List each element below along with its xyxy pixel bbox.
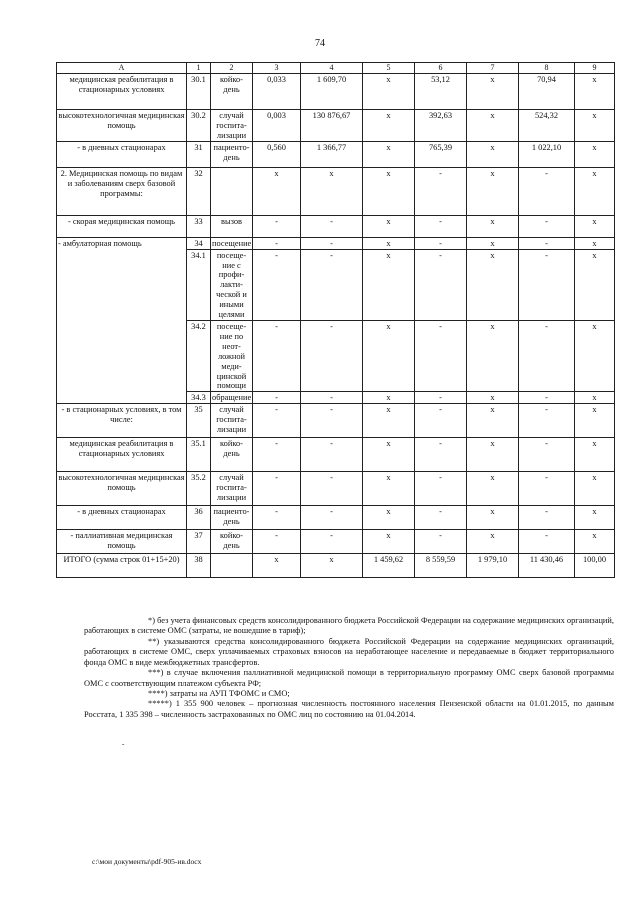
cell-c3: - [253,472,301,506]
cell-c5: х [363,167,415,215]
cell-c3: - [253,249,301,320]
cell-num: 30.2 [187,110,211,142]
cell-c6: - [415,215,467,237]
table-row [57,392,615,404]
cell-c3: - [253,530,301,554]
cell-c5: х [363,249,415,320]
footnote: **) указываются средства консолидированного бюджета Российской Федерации на содержание медицинских организаций, работающих в системе ОМС, сверх уплачиваемых страховых взносов на неработающее население и передаваемые в бюджет территориального фонда ОМС в виде межбюджетных трансфертов. [84,636,614,667]
cell-num: 32 [187,167,211,215]
footnote: *) без учета финансовых средств консолидированного бюджета Российской Федерации на содержание медицинских организаций, работающих в системе ОМС (затраты, не вошедшие в тариф); [84,616,614,636]
cell-c4: - [301,438,363,472]
cell-c3: - [253,215,301,237]
cell-c7: х [467,167,519,215]
cell-c6: - [415,404,467,438]
cell-c7: х [467,249,519,320]
cell-c8: - [519,506,575,530]
cell-name: высокотехнологичная медицинская помощь [57,472,187,506]
cell-c5: х [363,506,415,530]
cell-c7: х [467,110,519,142]
cell-c5: х [363,237,415,249]
cell-c4: - [301,237,363,249]
cell-c3: х [253,167,301,215]
cell-name: ИТОГО (сумма строк 01+15+20) [57,554,187,578]
cell-name: - в дневных стационарах [57,506,187,530]
cell-name: 2. Медицинская помощь по видам и заболеваниям сверх базовой программы: [57,167,187,215]
cell-c7: х [467,404,519,438]
cell-num: 35.1 [187,438,211,472]
cell-c6: - [415,472,467,506]
cell-c6: - [415,320,467,391]
cell-c3: - [253,237,301,249]
cell-c7: х [467,530,519,554]
cell-c6: - [415,237,467,249]
cell-c5: х [363,404,415,438]
cell-num: 34 [187,237,211,249]
cell-num: 30.1 [187,74,211,110]
cell-c8: - [519,249,575,320]
header-cell: А [57,63,187,74]
cell-c4: - [301,320,363,391]
table-row [57,167,615,215]
cell-c7: 1 979,10 [467,554,519,578]
header-cell: 3 [253,63,301,74]
cell-c6: - [415,392,467,404]
table-row [57,110,615,142]
cell-c4: - [301,249,363,320]
cell-name: - в стационарных условиях, в том числе: [57,404,187,438]
cell-c6: - [415,506,467,530]
cell-c4: х [301,167,363,215]
cell-unit: койко-день [211,530,253,554]
header-cell: 1 [187,63,211,74]
table-row [57,506,615,530]
cell-c9: х [575,404,615,438]
cell-c8: - [519,237,575,249]
cell-num: 34.3 [187,392,211,404]
cell-c4: - [301,392,363,404]
cell-unit: случай госпита-лизации [211,404,253,438]
cell-name [57,392,187,404]
table-row [57,320,615,391]
cell-c9: х [575,438,615,472]
header-cell: 7 [467,63,519,74]
cell-c4: х [301,554,363,578]
cell-c3: 0,033 [253,74,301,110]
cell-c4: 1 609,70 [301,74,363,110]
footnote: *****) 1 355 900 человек – прогнозная численность постоянного населения Пензенской области на 01.01.2015, по данным Росстата, 1 335 398 – численность застрахованных по ОМС лиц по состоянию на 01.04.2014. [84,699,614,719]
cell-name: медицинская реабилитация в стационарных условиях [57,74,187,110]
cell-c7: х [467,237,519,249]
cell-name [57,249,187,320]
cell-num: 34.1 [187,249,211,320]
cell-c4: - [301,215,363,237]
cell-num: 36 [187,506,211,530]
stray-mark: - [122,740,125,748]
cell-num: 35 [187,404,211,438]
cell-c6: - [415,530,467,554]
cell-c9: х [575,320,615,391]
cell-num: 35.2 [187,472,211,506]
cell-c5: х [363,110,415,142]
cell-unit: койко-день [211,74,253,110]
table-row [57,404,615,438]
cell-name: - амбулаторная помощь [57,237,187,249]
page-number: 74 [315,38,325,49]
header-cell: 6 [415,63,467,74]
cell-c4: - [301,530,363,554]
cell-c8: - [519,472,575,506]
table-row [57,554,615,578]
table-row [57,472,615,506]
cell-c5: х [363,530,415,554]
table-header-row [57,63,615,74]
table-row [57,215,615,237]
cell-c5: х [363,320,415,391]
cell-name: - в дневных стационарах [57,141,187,167]
table-row [57,141,615,167]
cell-c4: 130 876,67 [301,110,363,142]
cell-unit [211,167,253,215]
cell-c9: х [575,141,615,167]
table-row [57,249,615,320]
table-row [57,530,615,554]
cell-c6: 53,12 [415,74,467,110]
cell-c6: 8 559,59 [415,554,467,578]
cell-c9: х [575,530,615,554]
cell-c6: 765,39 [415,141,467,167]
cell-c7: х [467,141,519,167]
cell-c4: - [301,472,363,506]
cell-c5: 1 459,62 [363,554,415,578]
cell-unit: обращение [212,393,252,403]
cell-c8: - [519,320,575,391]
footer-file-path: c:\мои документы\pdf-905-ив.docx [92,857,202,866]
cell-c8: - [519,167,575,215]
cell-c9: х [575,249,615,320]
cell-c9: х [575,237,615,249]
cell-c8: 524,32 [519,110,575,142]
cell-c6: 392,63 [415,110,467,142]
footnote: ****) затраты на АУП ТФОМС и СМО; [148,688,290,698]
footnote: ***) в случае включения паллиативной медицинской помощи в территориальную программу ОМС сверх базовой программы ОМС с соответствующим платежом субъекта РФ; [84,668,614,688]
header-cell: 5 [363,63,415,74]
cell-num: 34.2 [187,320,211,391]
cell-unit [211,554,253,578]
cell-c6: - [415,167,467,215]
cell-c3: - [253,392,301,404]
cell-c8: - [519,438,575,472]
cell-name: медицинская реабилитация в стационарных условиях [57,438,187,472]
cell-unit: посеще-ние с профи-лакти-ческой и иными целями [211,249,253,320]
cell-name: - паллиативная медицинская помощь [57,530,187,554]
cell-c8: 11 430,46 [519,554,575,578]
cell-num: 38 [187,554,211,578]
cell-c3: - [253,404,301,438]
cell-c3: - [253,320,301,391]
cell-name: - скорая медицинская помощь [57,215,187,237]
cell-num: 33 [187,215,211,237]
cell-c5: х [363,141,415,167]
header-cell: 4 [301,63,363,74]
cell-c9: х [575,472,615,506]
header-cell: 2 [211,63,253,74]
cell-unit: пациенто-день [211,506,253,530]
cell-unit: случай госпита-лизации [211,110,253,142]
cell-c5: х [363,472,415,506]
cell-unit: посеще-ние по неот-ложной меди-цинской помощи [211,320,253,391]
cell-c8: - [519,404,575,438]
cell-c5: х [363,438,415,472]
table-row [57,74,615,110]
cell-c3: 0,560 [253,141,301,167]
header-cell: 9 [575,63,615,74]
cell-c8: - [519,530,575,554]
table-row [57,438,615,472]
cell-c9: 100,00 [575,554,615,578]
cell-c8: - [519,215,575,237]
cell-c5: х [363,74,415,110]
cell-num: 37 [187,530,211,554]
data-table [56,62,615,578]
cell-c9: х [575,506,615,530]
cell-c9: х [575,74,615,110]
header-cell: 8 [519,63,575,74]
cell-c9: х [575,392,615,404]
cell-c7: х [467,215,519,237]
cell-unit: койко-день [211,438,253,472]
cell-c5: х [363,215,415,237]
cell-c4: 1 366,77 [301,141,363,167]
cell-c7: х [467,472,519,506]
cell-name [57,320,187,391]
cell-c7: х [467,74,519,110]
cell-c9: х [575,167,615,215]
cell-c3: - [253,438,301,472]
cell-unit: случай госпита-лизации [211,472,253,506]
cell-c7: х [467,438,519,472]
cell-name: высокотехнологичная медицинская помощь [57,110,187,142]
cell-unit: посещение [212,238,252,248]
cell-c3: - [253,506,301,530]
cell-c8: 70,94 [519,74,575,110]
cell-c3: 0,003 [253,110,301,142]
cell-num: 31 [187,141,211,167]
cell-c3: х [253,554,301,578]
cell-c5: х [363,392,415,404]
cell-c7: х [467,320,519,391]
cell-c4: - [301,506,363,530]
cell-c6: - [415,438,467,472]
cell-c7: х [467,392,519,404]
footnotes [84,616,614,720]
cell-c4: - [301,404,363,438]
cell-c6: - [415,249,467,320]
cell-unit: вызов [211,215,253,237]
cell-c7: х [467,506,519,530]
cell-unit: пациенто-день [211,141,253,167]
table-row [57,237,615,249]
cell-c8: - [519,392,575,404]
cell-c9: х [575,110,615,142]
cell-c9: х [575,215,615,237]
cell-c8: 1 022,10 [519,141,575,167]
